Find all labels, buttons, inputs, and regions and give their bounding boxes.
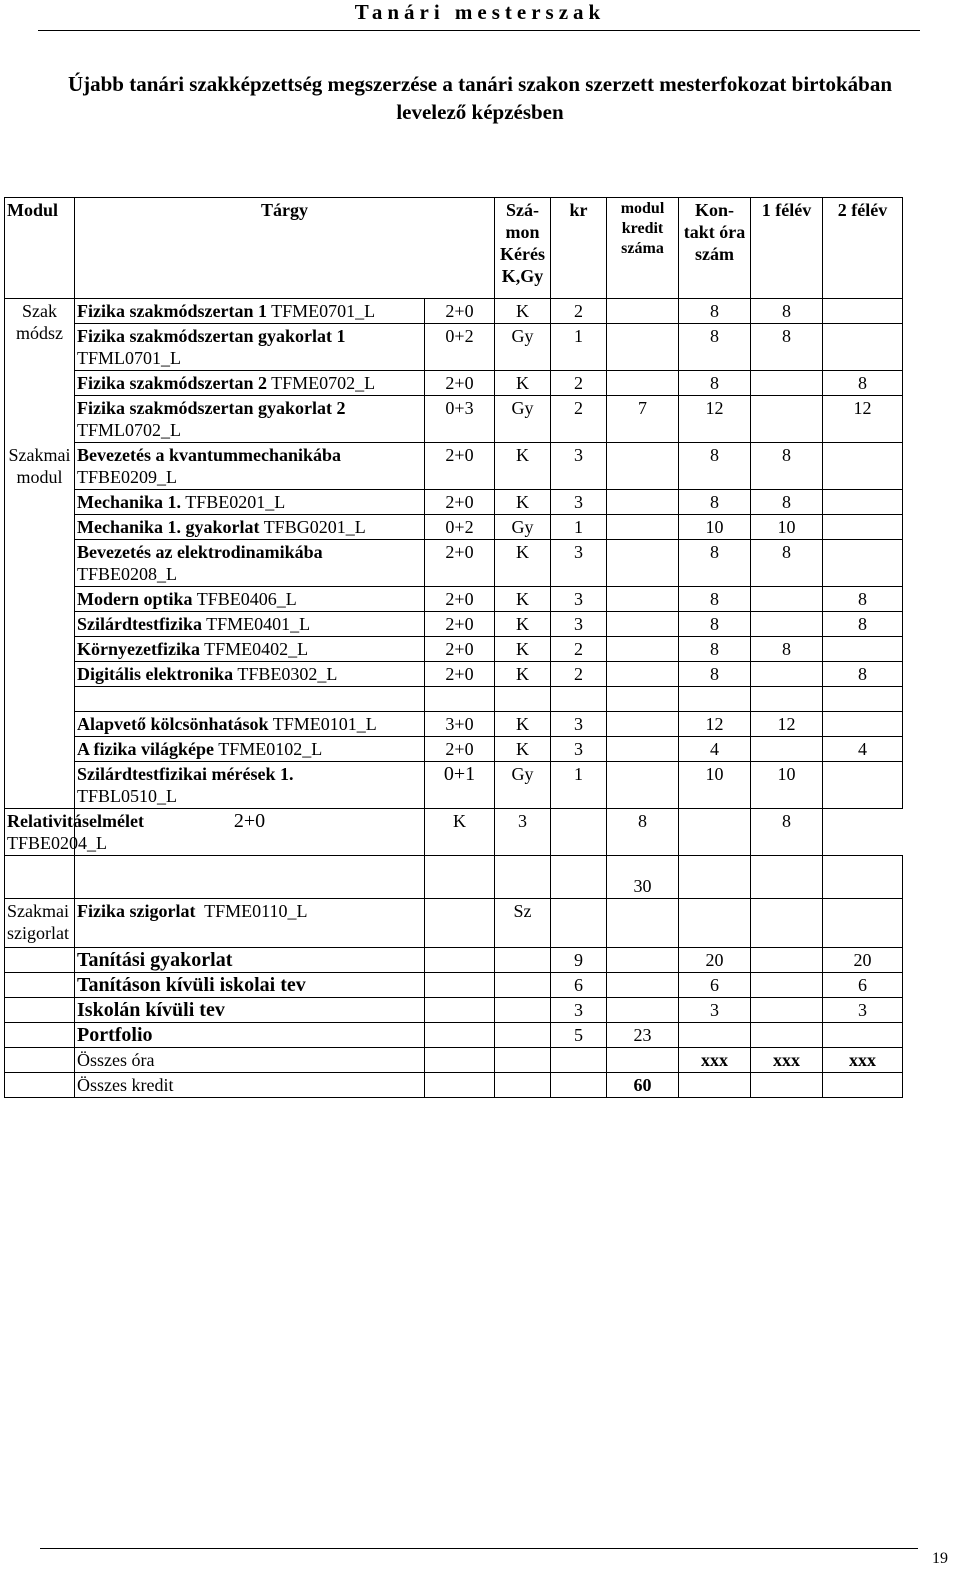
table-cell: [425, 1073, 495, 1098]
course-kontakt: 8: [679, 490, 751, 515]
course-ora: 2+0: [425, 371, 495, 396]
spacer-cell: [5, 856, 75, 899]
total-hours-row: [5, 1048, 903, 1073]
course-szamonkeres: K: [495, 443, 551, 490]
course-felev1: 8: [751, 637, 823, 662]
course-kredit: 3: [551, 490, 607, 515]
course-felev2: 8: [823, 612, 903, 637]
course-felev2: 8: [823, 587, 903, 612]
course-title: Szilárdtestfizikai mérések 1.: [77, 764, 294, 784]
course-kontakt: 8: [607, 809, 679, 856]
course-ora: 2+0: [425, 299, 495, 324]
course-ora: 3+0: [425, 712, 495, 737]
course-felev2: [823, 712, 903, 737]
total-hours-kontakt: xxx: [679, 1048, 751, 1073]
practice-kredit: 5: [551, 1023, 607, 1048]
course-code: TFME0701_L: [271, 301, 376, 321]
total-credit-value: 60: [607, 1073, 679, 1098]
course-ora: 2+0: [425, 612, 495, 637]
course-title: Relativitáselmélet: [7, 811, 144, 831]
course-szamonkeres: K: [495, 540, 551, 587]
course-kredit: 2: [551, 637, 607, 662]
course-felev2: [823, 443, 903, 490]
footer-rule: [40, 1548, 918, 1549]
course-kontakt: 8: [679, 540, 751, 587]
course-szamonkeres: K: [495, 737, 551, 762]
course-title: Bevezetés az elektrodinamikába: [77, 542, 323, 562]
course-code: TFME0101_L: [272, 714, 377, 734]
course-name: [75, 612, 425, 637]
course-kredit: 3: [551, 712, 607, 737]
practice-felev1: [751, 998, 823, 1023]
course-ora: 2+0: [425, 587, 495, 612]
header-felev2: 2 félév: [823, 198, 903, 299]
course-felev2: 4: [823, 737, 903, 762]
course-szamonkeres: K: [495, 490, 551, 515]
table-cell: [5, 948, 75, 973]
spacer-row: [5, 687, 903, 712]
header-szamon: Szá-mon Kérés K,Gy: [495, 198, 551, 299]
course-code: TFBE0208_L: [77, 564, 178, 584]
table-cell: [607, 899, 679, 948]
course-row: [5, 515, 903, 540]
course-code: TFBE0406_L: [196, 589, 297, 609]
course-felev1: 10: [751, 762, 823, 809]
course-row: [5, 762, 903, 809]
modul-kredit-total: 30: [607, 856, 679, 899]
course-kontakt: 12: [679, 712, 751, 737]
table-cell: [551, 1048, 607, 1073]
course-kontakt: 8: [679, 299, 751, 324]
course-kredit: 1: [551, 762, 607, 809]
course-modul-kredit: 7: [607, 396, 679, 443]
table-cell: [751, 1073, 823, 1098]
course-szamonkeres: Gy: [495, 515, 551, 540]
course-name: [75, 540, 425, 587]
practice-kontakt: 6: [679, 973, 751, 998]
szigorlat-name: [75, 899, 425, 948]
table-cell: [495, 973, 551, 998]
table-cell: [425, 1023, 495, 1048]
module-szakmodsz: Szak módsz: [5, 299, 75, 443]
practice-name: Tanítási gyakorlat: [75, 948, 425, 973]
course-code: TFME0402_L: [204, 639, 309, 659]
practice-row: [5, 1023, 903, 1048]
module-szigorlat: Szakmai szigorlat: [5, 899, 75, 948]
spacer-row: [5, 856, 903, 899]
table-cell: [551, 1073, 607, 1098]
total-credit-label: Összes kredit: [75, 1073, 425, 1098]
course-felev1: [751, 371, 823, 396]
practice-kontakt: 20: [679, 948, 751, 973]
practice-kredit: 9: [551, 948, 607, 973]
course-modul-kredit: [607, 443, 679, 490]
course-title: Szilárdtestfizika: [77, 614, 202, 634]
practice-row: [5, 998, 903, 1023]
course-felev2: [823, 515, 903, 540]
course-kontakt: 8: [679, 324, 751, 371]
course-kontakt: 10: [679, 515, 751, 540]
course-row: [5, 443, 903, 490]
table-cell: [751, 899, 823, 948]
spacer-cell: [425, 687, 495, 712]
course-ora: 2+0: [425, 540, 495, 587]
course-felev2: 12: [823, 396, 903, 443]
table-cell: [679, 1073, 751, 1098]
course-kredit: 3: [551, 443, 607, 490]
course-name: [75, 762, 425, 809]
szigorlat-row: [5, 899, 903, 948]
course-row: [5, 662, 903, 687]
spacer-cell: [551, 687, 607, 712]
practice-kontakt: [679, 1023, 751, 1048]
course-ora: 0+2: [425, 324, 495, 371]
spacer-cell: [75, 687, 425, 712]
course-ora: 2+0: [425, 490, 495, 515]
table-cell: [425, 899, 495, 948]
course-title: Fizika szakmódszertan 1: [77, 301, 267, 321]
course-code: TFME0401_L: [206, 614, 311, 634]
page-number: 19: [932, 1550, 948, 1567]
course-code: TFME0102_L: [218, 739, 323, 759]
course-row: [5, 637, 903, 662]
course-kredit: 3: [551, 540, 607, 587]
course-kontakt: 12: [679, 396, 751, 443]
spacer-cell: [425, 856, 495, 899]
page-title-text: Újabb tanári szakképzettség megszerzése a tanári szakon szerzett mesterfokozat birtokában levelező képzésben: [67, 72, 893, 124]
practice-modul-kredit: [607, 998, 679, 1023]
table-cell: [5, 1048, 75, 1073]
course-name: [75, 324, 425, 371]
course-kredit: 2: [551, 371, 607, 396]
course-felev1: 8: [751, 443, 823, 490]
practice-row: [5, 973, 903, 998]
course-name: [75, 662, 425, 687]
course-szamonkeres: K: [425, 809, 495, 856]
course-row: [5, 490, 903, 515]
table-cell: [607, 1048, 679, 1073]
spacer-cell: [75, 856, 425, 899]
course-modul-kredit: [607, 587, 679, 612]
table-cell: [425, 948, 495, 973]
course-kontakt: 4: [679, 737, 751, 762]
course-code: TFML0702_L: [77, 420, 182, 440]
practice-modul-kredit: [607, 973, 679, 998]
course-name: [75, 737, 425, 762]
course-code: TFME0702_L: [271, 373, 376, 393]
table-cell: [5, 1073, 75, 1098]
course-title: Fizika szakmódszertan gyakorlat 1: [77, 326, 346, 346]
course-felev1: 8: [751, 490, 823, 515]
course-title: Digitális elektronika: [77, 664, 234, 684]
course-title: Mechanika 1.: [77, 492, 182, 512]
course-kontakt: 8: [679, 443, 751, 490]
table-cell: [425, 973, 495, 998]
practice-felev2: 20: [823, 948, 903, 973]
course-kredit: 1: [551, 515, 607, 540]
course-felev1: 8: [751, 540, 823, 587]
course-modul-kredit: [607, 762, 679, 809]
header-rule: [38, 30, 920, 31]
course-row: [5, 587, 903, 612]
course-felev1: [751, 737, 823, 762]
course-szamonkeres: Gy: [495, 396, 551, 443]
course-title: A fizika világképe: [77, 739, 215, 759]
spacer-cell: [495, 687, 551, 712]
course-ora: 2+0: [425, 443, 495, 490]
course-code: TFBE0209_L: [77, 467, 178, 487]
course-modul-kredit: [607, 490, 679, 515]
practice-name: Iskolán kívüli tev: [75, 998, 425, 1023]
course-row: [5, 612, 903, 637]
course-ora: 0+2: [425, 515, 495, 540]
course-code: TFBE0201_L: [185, 492, 286, 512]
course-szamonkeres: K: [495, 662, 551, 687]
course-code: TFBE0302_L: [237, 664, 338, 684]
course-felev2: [823, 540, 903, 587]
course-modul-kredit: [607, 612, 679, 637]
course-ora: 0+3: [425, 396, 495, 443]
course-modul-kredit: [551, 809, 607, 856]
spacer-cell: [823, 856, 903, 899]
course-szamonkeres: K: [495, 712, 551, 737]
course-kredit: 2: [551, 662, 607, 687]
table-cell: [5, 973, 75, 998]
course-title: Mechanika 1. gyakorlat: [77, 517, 260, 537]
spacer-cell: [751, 687, 823, 712]
course-szamonkeres: K: [495, 612, 551, 637]
total-hours-label: Összes óra: [75, 1048, 425, 1073]
course-ora: 2+0: [425, 662, 495, 687]
course-code: TFML0701_L: [77, 348, 182, 368]
practice-modul-kredit: 23: [607, 1023, 679, 1048]
course-felev2: [823, 637, 903, 662]
practice-kredit: 3: [551, 998, 607, 1023]
course-title: Modern optika: [77, 589, 193, 609]
practice-row: [5, 948, 903, 973]
course-row: [5, 540, 903, 587]
header-targy: Tárgy: [75, 198, 495, 299]
course-name: [75, 587, 425, 612]
table-cell: [551, 899, 607, 948]
course-name: [75, 443, 425, 490]
practice-felev2: [823, 1023, 903, 1048]
table-cell: [679, 899, 751, 948]
szigorlat-title: Fizika szigorlat: [77, 901, 196, 921]
course-modul-kredit: [607, 371, 679, 396]
spacer-cell: [679, 687, 751, 712]
course-felev1: [679, 809, 751, 856]
course-name: [75, 371, 425, 396]
curriculum-table: [4, 197, 903, 1098]
course-name: [75, 490, 425, 515]
course-name: [5, 809, 144, 856]
running-header: Tanári mesterszak: [354, 0, 606, 24]
course-felev1: 8: [751, 299, 823, 324]
course-code: TFBE0204_L: [7, 833, 108, 853]
practice-modul-kredit: [607, 948, 679, 973]
course-row: [5, 809, 903, 856]
page-title: [0, 70, 960, 126]
module-szakmai: Szakmai modul: [5, 443, 75, 809]
header-kr: kr: [551, 198, 607, 299]
table-cell: [425, 998, 495, 1023]
course-felev2: 8: [823, 662, 903, 687]
course-felev2: [823, 762, 903, 809]
table-cell: [495, 1073, 551, 1098]
course-felev1: [751, 612, 823, 637]
course-kontakt: 8: [679, 371, 751, 396]
total-hours-felev2: xxx: [823, 1048, 903, 1073]
spacer-cell: [551, 856, 607, 899]
course-felev2: [823, 299, 903, 324]
course-felev2: [823, 490, 903, 515]
header-modul: Modul: [5, 198, 75, 299]
course-modul-kredit: [607, 299, 679, 324]
total-credit-row: [5, 1073, 903, 1098]
course-szamonkeres: Gy: [495, 324, 551, 371]
course-modul-kredit: [607, 324, 679, 371]
course-kontakt: 8: [679, 612, 751, 637]
table-cell: [495, 1048, 551, 1073]
course-kontakt: 8: [679, 587, 751, 612]
course-code: TFBL0510_L: [77, 786, 178, 806]
course-kredit: 2: [551, 396, 607, 443]
course-row: [5, 371, 903, 396]
szigorlat-szamonkeres: Sz: [495, 899, 551, 948]
course-felev1: 10: [751, 515, 823, 540]
spacer-cell: [823, 687, 903, 712]
practice-felev2: 6: [823, 973, 903, 998]
course-szamonkeres: K: [495, 371, 551, 396]
spacer-cell: [751, 856, 823, 899]
table-cell: [495, 998, 551, 1023]
spacer-cell: [495, 856, 551, 899]
course-modul-kredit: [607, 662, 679, 687]
course-modul-kredit: [607, 737, 679, 762]
course-modul-kredit: [607, 712, 679, 737]
course-kredit: 3: [551, 737, 607, 762]
course-modul-kredit: [607, 637, 679, 662]
course-felev1: 8: [751, 324, 823, 371]
course-kontakt: 8: [679, 637, 751, 662]
course-felev1: [751, 396, 823, 443]
course-kredit: 3: [551, 612, 607, 637]
header-row: [5, 198, 903, 299]
course-name: [75, 712, 425, 737]
course-szamonkeres: Gy: [495, 762, 551, 809]
szigorlat-code: TFME0110_L: [204, 901, 308, 921]
table-cell: [425, 1048, 495, 1073]
course-title: Fizika szakmódszertan 2: [77, 373, 267, 393]
course-row: [5, 396, 903, 443]
course-row: [5, 737, 903, 762]
course-felev2: 8: [823, 371, 903, 396]
course-kontakt: 10: [679, 762, 751, 809]
spacer-cell: [679, 856, 751, 899]
practice-kontakt: 3: [679, 998, 751, 1023]
table-cell: [823, 899, 903, 948]
practice-felev1: [751, 948, 823, 973]
table-cell: [823, 1073, 903, 1098]
course-row: [5, 324, 903, 371]
course-name: [75, 637, 425, 662]
practice-felev1: [751, 973, 823, 998]
header-kontakt: Kon-takt óra szám: [679, 198, 751, 299]
course-szamonkeres: K: [495, 299, 551, 324]
course-row: [5, 299, 903, 324]
course-felev1: [751, 662, 823, 687]
header-felev1: 1 félév: [751, 198, 823, 299]
course-szamonkeres: K: [495, 587, 551, 612]
course-name: [75, 515, 425, 540]
total-hours-felev1: xxx: [751, 1048, 823, 1073]
practice-felev1: [751, 1023, 823, 1048]
course-name: [75, 396, 425, 443]
course-kredit: 3: [551, 587, 607, 612]
course-kredit: 3: [495, 809, 551, 856]
course-ora: 2+0: [425, 737, 495, 762]
course-felev2: [823, 324, 903, 371]
course-title: Fizika szakmódszertan gyakorlat 2: [77, 398, 346, 418]
spacer-cell: [607, 687, 679, 712]
table-cell: [495, 948, 551, 973]
practice-name: Tanításon kívüli iskolai tev: [75, 973, 425, 998]
course-felev2: 8: [751, 809, 823, 856]
course-modul-kredit: [607, 515, 679, 540]
course-code: TFBG0201_L: [263, 517, 366, 537]
course-kredit: 1: [551, 324, 607, 371]
course-title: Bevezetés a kvantummechanikába: [77, 445, 341, 465]
course-felev1: 12: [751, 712, 823, 737]
course-name: [75, 299, 425, 324]
course-title: Alapvető kölcsönhatások: [77, 714, 269, 734]
course-felev1: [751, 587, 823, 612]
practice-felev2: 3: [823, 998, 903, 1023]
course-title: Környezetfizika: [77, 639, 200, 659]
course-ora: 2+0: [75, 809, 425, 856]
course-kredit: 2: [551, 299, 607, 324]
course-row: [5, 712, 903, 737]
table-cell: [5, 998, 75, 1023]
course-ora: 2+0: [425, 637, 495, 662]
course-modul-kredit: [607, 540, 679, 587]
practice-name: Portfolio: [75, 1023, 425, 1048]
course-kontakt: 8: [679, 662, 751, 687]
table-cell: [495, 1023, 551, 1048]
header-modul-kredit: modul kredit száma: [607, 198, 679, 299]
practice-kredit: 6: [551, 973, 607, 998]
course-szamonkeres: K: [495, 637, 551, 662]
table-cell: [5, 1023, 75, 1048]
course-ora: 0+1: [425, 762, 495, 809]
